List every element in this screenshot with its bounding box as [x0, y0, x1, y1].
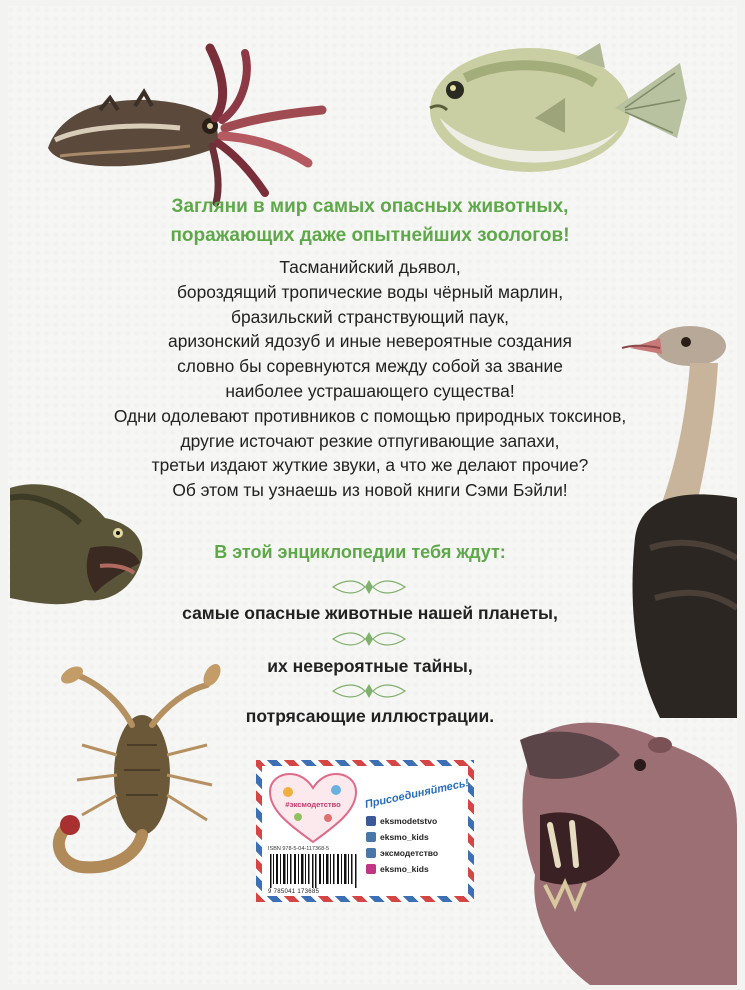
- vk-icon: [366, 848, 376, 858]
- barcode: [268, 854, 360, 888]
- social-label: eksmodetstvo: [380, 816, 438, 826]
- cover-heading: [120, 192, 620, 250]
- isbn-text: ISBN 978-5-04-117368-5: [268, 846, 330, 852]
- heading-line: Загляни в мир самых опасных животных,: [171, 196, 569, 217]
- hippo-illustration: [510, 715, 737, 985]
- feature-item: потрясающие иллюстрации.: [245, 706, 495, 726]
- pufferfish-illustration: [425, 38, 695, 178]
- instagram-icon: [366, 864, 376, 874]
- description-line: Тасманийский дьявол,: [279, 257, 461, 277]
- description-text: [50, 255, 690, 503]
- heart-logo-label: #эксмодетство: [285, 800, 341, 809]
- social-label: эксмодетство: [380, 848, 439, 858]
- description-line: Об этом ты узнаешь из новой книги Сэми Бэйли!: [172, 480, 568, 501]
- facebook-icon: [366, 816, 376, 826]
- ornament-divider: [331, 576, 407, 598]
- description-line: третьи издают жуткие звуки, а что же делают прочие?: [151, 455, 589, 476]
- isbn-number: 9 785041 173685: [268, 889, 320, 895]
- social-link[interactable]: [366, 848, 438, 858]
- description-line: Одни одолевают противников с помощью природных токсинов,: [113, 405, 627, 426]
- scorpion-illustration: [22, 645, 237, 890]
- social-label: eksmo_kids: [380, 864, 429, 874]
- description-line: другие источают резкие отпугивающие запахи,: [180, 430, 560, 451]
- vk-icon: [366, 832, 376, 842]
- description-line: словно бы соревнуются между собой за звание: [177, 356, 563, 377]
- social-label: eksmo_kids: [380, 832, 429, 842]
- cuttlefish-illustration: [40, 28, 330, 208]
- description-line: бразильский странствующий паук,: [230, 306, 510, 327]
- description-line: аризонский ядозуб и иные невероятные создания: [168, 331, 572, 352]
- feature-item: их невероятные тайны,: [267, 656, 473, 676]
- ornament-divider: [331, 680, 407, 702]
- social-link[interactable]: [366, 832, 429, 842]
- heading-line: поражающих даже опытнейших зоологов!: [170, 225, 570, 246]
- feature-item: самые опасные животные нашей планеты,: [182, 603, 558, 623]
- ornament-divider: [331, 628, 407, 650]
- description-line: наиболее устрашающего существа!: [225, 380, 515, 401]
- publisher-stamp: [256, 760, 474, 902]
- social-link[interactable]: [366, 816, 437, 826]
- join-label: Присоединяйтесь!: [363, 777, 471, 811]
- description-line: бороздящий тропические воды чёрный марлин,: [176, 281, 564, 302]
- features-heading: В этой энциклопедии тебя ждут:: [214, 542, 506, 562]
- heart-logo: [268, 772, 358, 844]
- social-link[interactable]: [366, 864, 429, 874]
